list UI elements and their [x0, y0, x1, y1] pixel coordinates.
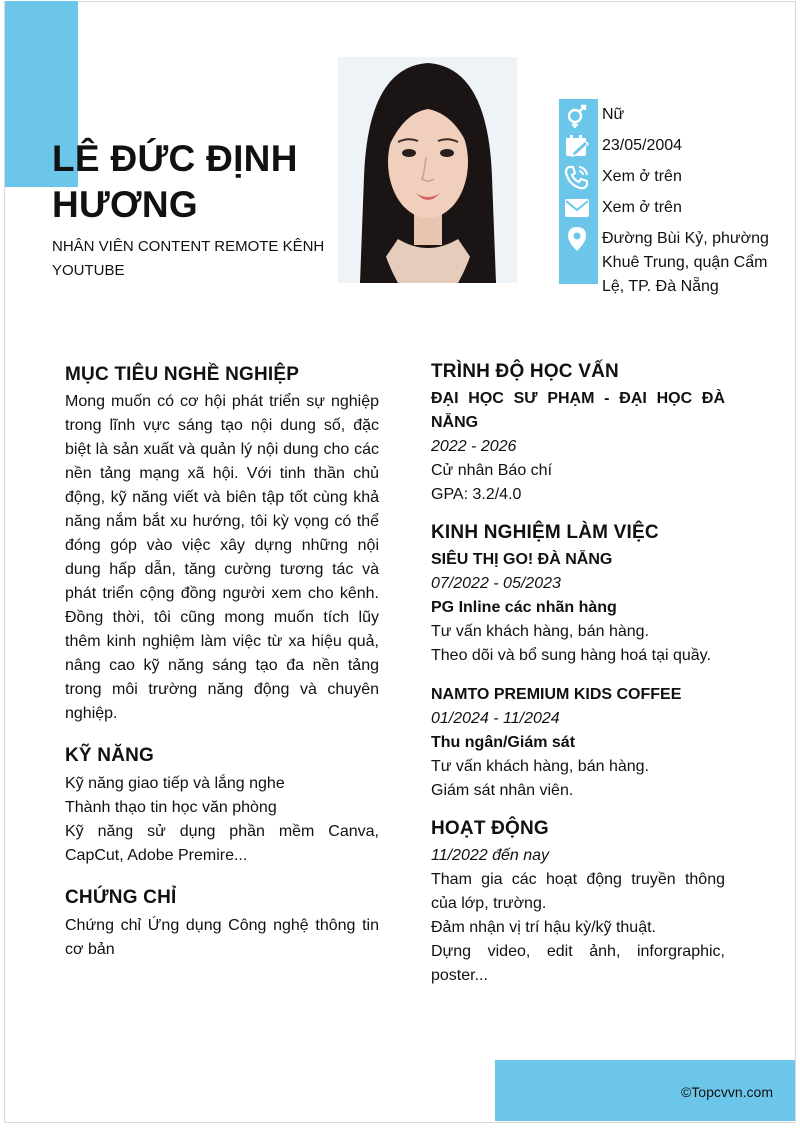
activity-item: Đảm nhận vị trí hậu kỳ/kỹ thuật. — [431, 919, 656, 936]
phone-value: Xem ở trên — [602, 168, 682, 185]
activity-item: Dựng video, edit ảnh, inforgraphic, poster... — [431, 943, 725, 984]
profile-photo — [338, 57, 517, 283]
education-gpa: GPA: 3.2/4.0 — [431, 486, 522, 503]
footer-credit: ©Topcvvn.com — [680, 1084, 773, 1100]
job-period: 01/2024 - 11/2024 — [431, 710, 560, 727]
job-period: 07/2022 - 05/2023 — [431, 575, 561, 592]
activities-heading: HOẠT ĐỘNG — [431, 818, 549, 839]
job-duty: Tư vấn khách hàng, bán hàng. — [431, 623, 649, 640]
education-degree: Cử nhân Báo chí — [431, 462, 553, 479]
activities-period: 11/2022 đến nay — [431, 847, 550, 864]
gender-value: Nữ — [602, 106, 625, 123]
skill-item: Kỹ năng giao tiếp và lắng nghe — [65, 775, 285, 792]
objective-heading: MỤC TIÊU NGHỀ NGHIỆP — [65, 364, 300, 385]
phone-icon — [563, 163, 591, 191]
experience-heading: KINH NGHIỆM LÀM VIỆC — [431, 522, 659, 543]
education-heading: TRÌNH ĐỘ HỌC VẤN — [431, 361, 619, 382]
email-value: Xem ở trên — [602, 199, 682, 216]
job-duty: Theo dõi và bổ sung hàng hoá tại quầy. — [431, 647, 711, 664]
education-school: ĐẠI HỌC SƯ PHẠM - ĐẠI HỌC ĐÀ NẴNG — [431, 390, 725, 431]
job-role: PG Inline các nhãn hàng — [431, 599, 617, 616]
address-value: Đường Bùi Kỷ, phường Khuê Trung, quận Cẩm Lệ, TP. Đà Nẵng — [602, 230, 769, 295]
job-company: NAMTO PREMIUM KIDS COFFEE — [431, 686, 682, 703]
gender-icon — [563, 102, 591, 130]
location-icon — [563, 225, 591, 253]
certificate-item: Chứng chỉ Ứng dụng Công nghệ thông tin cơ bản — [65, 917, 379, 958]
education-period: 2022 - 2026 — [431, 438, 517, 455]
job-role: Thu ngân/Giám sát — [431, 734, 576, 751]
job-duty: Tư vấn khách hàng, bán hàng. — [431, 758, 649, 775]
objective-text: Mong muốn có cơ hội phát triển sự nghiệp trong lĩnh vực sáng tạo nội dung số, đặc biệt là sản xuất và quản lý nội dung cho các nền tảng mạng xã hội. Với tinh thần chủ động, kỹ năng viết và biên tập tốt cùng khả năng nắm bắt xu hướng, tôi kỳ vọng có thể đóng góp vào việc xây dựng những nội dung hấp dẫn, tăng cường tương tác và phát triển cộng đồng người xem cho kênh. Đồng thời, tôi cũng mong muốn tích lũy thêm kinh nghiệm làm việc từ xa hiệu quả, nâng cao kỹ năng sáng tạo đa nền tảng trong môi trường năng động và chuyên nghiệp. — [65, 393, 379, 722]
birthdate-value: 23/05/2004 — [602, 137, 683, 154]
skills-heading: KỸ NĂNG — [65, 745, 155, 766]
activity-item: Tham gia các hoạt động truyền thông của lớp, trường. — [431, 871, 725, 912]
mail-icon — [563, 194, 591, 222]
certificates-heading: CHỨNG CHỈ — [65, 887, 177, 908]
job-company: SIÊU THỊ GO! ĐÀ NẴNG — [431, 551, 613, 568]
candidate-name: LÊ ĐỨC ĐỊNH HƯƠNG — [52, 138, 298, 225]
job-duty: Giám sát nhân viên. — [431, 782, 574, 799]
skill-item: Thành thạo tin học văn phòng — [65, 799, 277, 816]
skill-item: Kỹ năng sử dụng phần mềm Canva, CapCut, Adobe Premire... — [65, 823, 379, 864]
calendar-icon — [563, 132, 591, 160]
job-title: NHÂN VIÊN CONTENT REMOTE KÊNH YOUTUBE — [52, 238, 325, 279]
